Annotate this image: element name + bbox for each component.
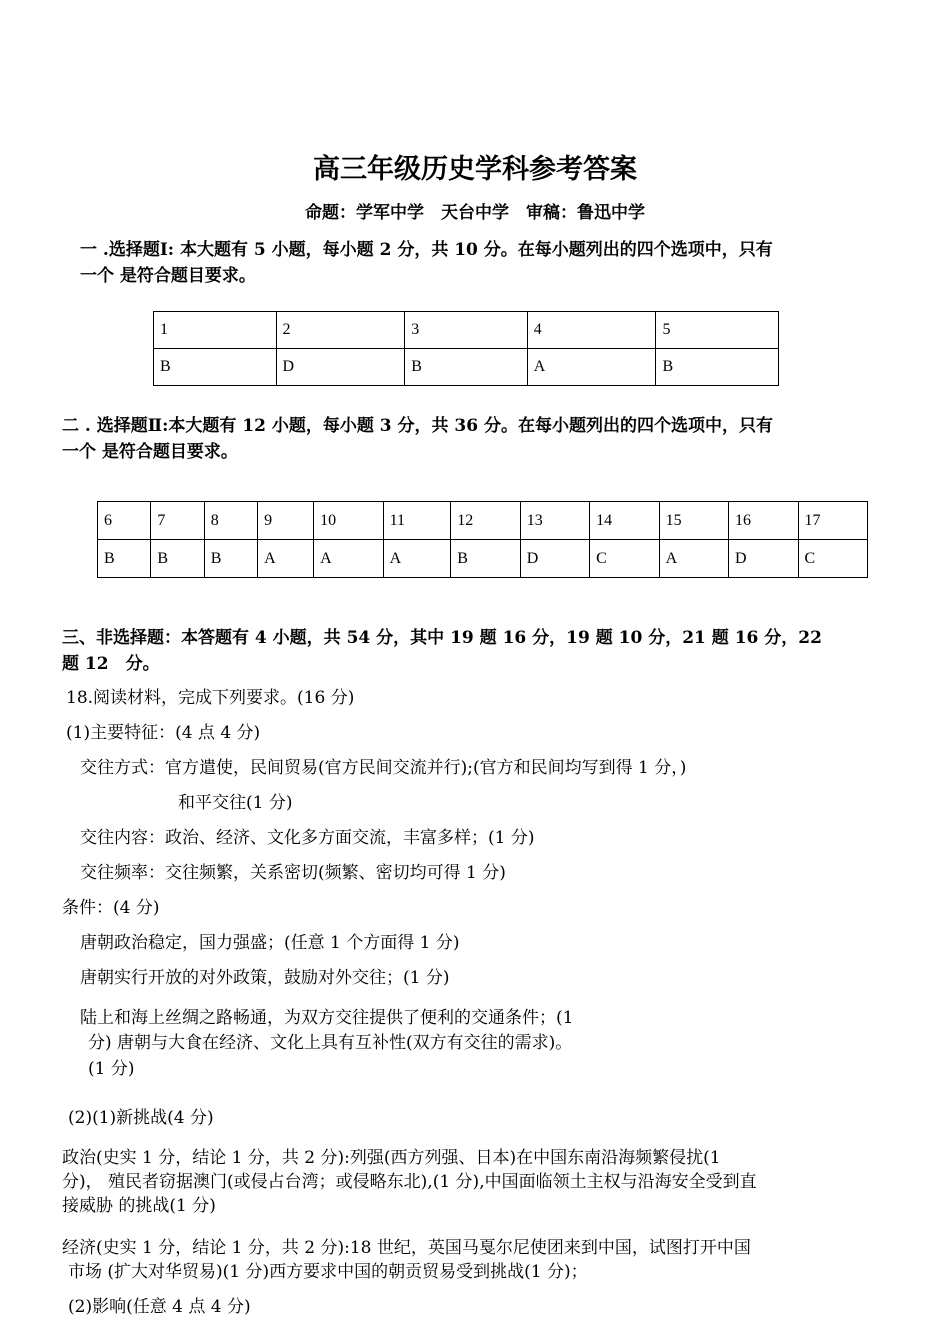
question-number-cell: 15: [659, 502, 728, 540]
section1-heading-line2: 一个 是符合题目要求。: [80, 266, 256, 286]
answer-line: 分) 唐朝与大食在经济、文化上具有互补性(双方有交往的需求)。: [88, 1033, 573, 1053]
section2-answer-table: [97, 501, 868, 578]
answer-cell: A: [659, 540, 728, 578]
section3-heading-line2: 题 12 分。: [62, 654, 160, 674]
answer-cell: B: [451, 540, 520, 578]
answer-cell: A: [383, 540, 451, 578]
answer-line: 政治(史实 1 分，结论 1 分，共 2 分):列强(西方列强、日本)在中国东南沿海频繁侵扰(1: [62, 1148, 721, 1168]
part-2-impact-heading: (2)影响(任意 4 点 4 分): [68, 1297, 251, 1317]
page-subtitle: 命题：学军中学 天台中学 审稿：鲁迅中学: [305, 203, 645, 223]
section2-heading-line2: 一个 是符合题目要求。: [62, 442, 238, 462]
table-row-questions: [98, 502, 868, 540]
question-number-cell: 3: [405, 312, 528, 349]
answer-cell: D: [520, 540, 589, 578]
answer-cell: A: [314, 540, 383, 578]
question-number-cell: 4: [527, 312, 656, 349]
page-title: 高三年级历史学科参考答案: [313, 154, 637, 185]
question-number-cell: 2: [276, 312, 405, 349]
answer-line: 市场 (扩大对华贸易)(1 分)西方要求中国的朝贡贸易受到挑战(1 分)；: [68, 1262, 588, 1282]
answer-cell: B: [98, 540, 151, 578]
answer-cell: A: [258, 540, 314, 578]
answer-cell: A: [527, 349, 656, 386]
section1-heading-line1: 一 .选择题Ⅰ: 本大题有 5 小题，每小题 2 分，共 10 分。在每小题列出的四个选项中，只有: [80, 240, 773, 260]
answer-line: 陆上和海上丝绸之路畅通，为双方交往提供了便利的交通条件；(1: [80, 1008, 574, 1028]
answer-line: 分)， 殖民者窃据澳门(或侵占台湾；或侵略东北),(1 分),中国面临领土主权与沿海安全受到直: [62, 1172, 757, 1192]
conditions-heading: 条件：(4 分): [62, 898, 160, 918]
section2-heading-line1: 二 . 选择题Ⅱ:本大题有 12 小题，每小题 3 分，共 36 分。在每小题列出的四个选项中，只有: [62, 416, 774, 436]
question-number-cell: 8: [204, 502, 257, 540]
question-number-cell: 13: [520, 502, 589, 540]
answer-line: 交往内容：政治、经济、文化多方面交流，丰富多样；(1 分): [80, 828, 535, 848]
table-row-answers: [154, 349, 779, 386]
part-1-heading: (1)主要特征：(4 点 4 分): [66, 723, 261, 743]
question-number-cell: 14: [590, 502, 659, 540]
answer-cell: B: [154, 349, 277, 386]
part-2-heading: (2)(1)新挑战(4 分): [68, 1108, 214, 1128]
question-number-cell: 16: [729, 502, 798, 540]
question-number-cell: 17: [798, 502, 868, 540]
answer-cell: D: [276, 349, 405, 386]
question-number-cell: 11: [383, 502, 451, 540]
answer-line: 唐朝政治稳定，国力强盛；(任意 1 个方面得 1 分): [80, 933, 460, 953]
section1-answer-table: [153, 311, 779, 386]
question-number-cell: 12: [451, 502, 520, 540]
table-row-questions: [154, 312, 779, 349]
question-number-cell: 5: [656, 312, 779, 349]
answer-cell: C: [798, 540, 868, 578]
answer-line: 经济(史实 1 分，结论 1 分，共 2 分):18 世纪，英国马戛尔尼使团来到中国，试图打开中国: [62, 1238, 751, 1258]
answer-cell: B: [405, 349, 528, 386]
answer-cell: B: [204, 540, 257, 578]
section3-heading-line1: 三、非选择题：本答题有 4 小题，共 54 分，其中 19 题 16 分，19 题 10 分，21 题 16 分，22: [62, 628, 822, 648]
question-number-cell: 7: [151, 502, 204, 540]
answer-cell: B: [151, 540, 204, 578]
answer-line: (1 分): [88, 1059, 135, 1079]
answer-line: 唐朝实行开放的对外政策，鼓励对外交往；(1 分): [80, 968, 450, 988]
answer-cell: C: [590, 540, 659, 578]
answer-line: 接威胁 的挑战(1 分): [62, 1196, 216, 1216]
answer-line: 和平交往(1 分): [178, 793, 293, 813]
question-number-cell: 1: [154, 312, 277, 349]
question-number-cell: 6: [98, 502, 151, 540]
answer-line: 交往方式：官方遣使，民间贸易(官方民间交流并行);(官方和民间均写到得 1 分，): [80, 758, 687, 778]
question-18-heading: 18.阅读材料，完成下列要求。(16 分): [66, 688, 355, 708]
question-number-cell: 9: [258, 502, 314, 540]
answer-cell: D: [729, 540, 798, 578]
question-number-cell: 10: [314, 502, 383, 540]
answer-cell: B: [656, 349, 779, 386]
table-row-answers: [98, 540, 868, 578]
answer-line: 交往频率：交往频繁，关系密切(频繁、密切均可得 1 分): [80, 863, 506, 883]
